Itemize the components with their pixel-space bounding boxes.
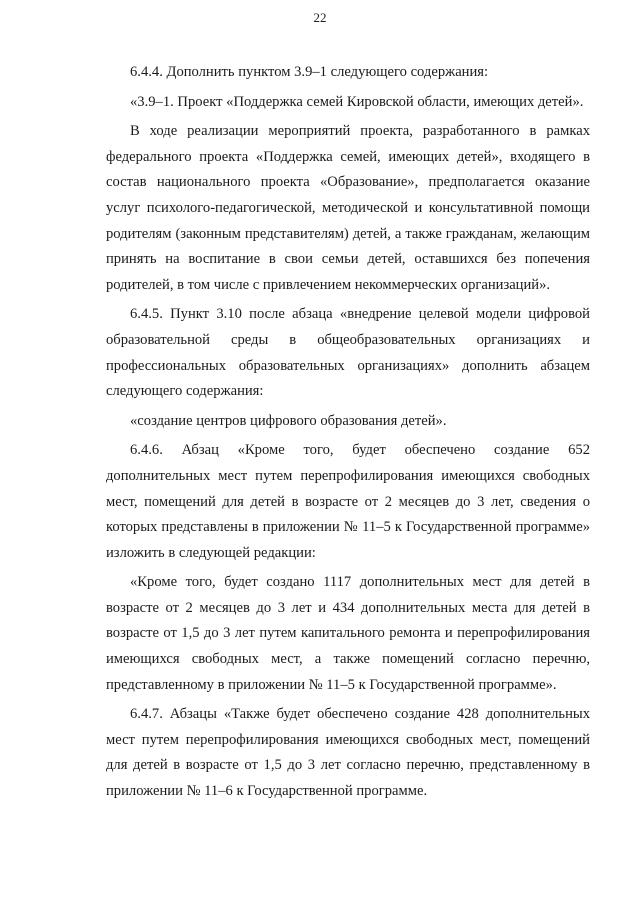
paragraph-digital-centers: «создание центров цифрового образования детей».	[130, 412, 447, 429]
paragraph-new-edition: «Кроме того, будет создано 1117 дополнительных мест для детей в возрасте от 2 месяцев до 3 лет и 434 дополнительных места для детей в возрасте от 1,5 до 3 лет путем капитального ремонта и перепрофилирования имеющихся свободных мест, а также помещений согласно перечню, представленному в приложении № 11–5 к Государственной программе».	[106, 574, 590, 693]
paragraph-6-4-4: 6.4.4. Дополнить пунктом 3.9–1 следующего содержания:	[130, 64, 489, 80]
paragraph-6-4-6: 6.4.6. Абзац «Кроме того, будет обеспечено создание 652 дополнительных мест путем перепрофилирования имеющихся свободных мест, помещений для детей в возрасте от 2 месяцев до 3 лет, сведения о которых представлены в приложении № 11–5 к Государственной программе» изложить в следующей редакции:	[106, 442, 590, 561]
document-body	[106, 60, 590, 805]
paragraph-6-4-5: 6.4.5. Пункт 3.10 после абзаца «внедрение целевой модели цифровой образовательной среды в общеобразовательных организациях и профессиональных образовательных организациях» дополнить абзацем следующего содержания:	[106, 306, 590, 400]
page-number: 22	[313, 10, 327, 25]
paragraph-3-9-1-title: «3.9–1. Проект «Поддержка семей Кировской области, имеющих детей».	[130, 93, 584, 110]
paragraph-6-4-7: 6.4.7. Абзацы «Также будет обеспечено создание 428 дополнительных мест путем перепрофилирования имеющихся свободных мест, помещений для детей в возрасте от 1,5 до 3 лет согласно перечню, представленному в приложении № 11–6 к Государственной программе.	[106, 706, 590, 800]
paragraph-project-description: В ходе реализации мероприятий проекта, разработанного в рамках федерального проекта «Поддержка семей, имеющих детей», входящего в состав национального проекта «Образование», предполагается оказание услуг психолого-педагогической, методической и консультативной помощи родителям (законным представителям) детей, а также гражданам, желающим принять на воспитание в свои семьи детей, оставшихся без попечения родителей, в том числе с привлечением некоммерческих организаций».	[106, 123, 590, 293]
